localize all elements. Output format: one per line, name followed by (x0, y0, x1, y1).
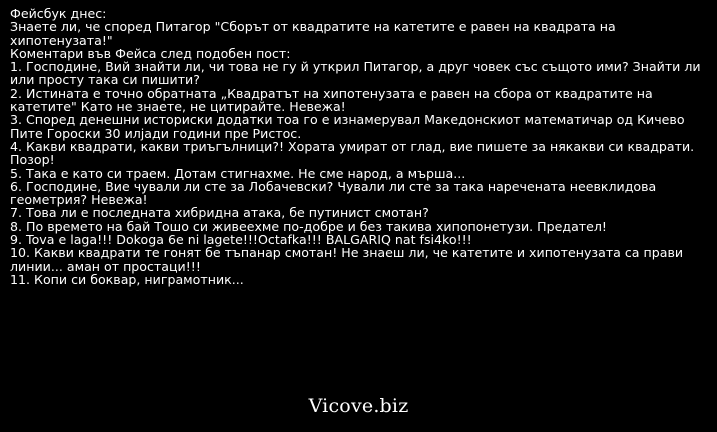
joke-heading: Фейсбук днес: (10, 6, 107, 21)
comment-item: 8. По времето на бай Тошо си живеехме по-добре и без такива хипопонетузи. Предател! (10, 218, 607, 234)
comment-item: 7. Това ли е последната хибридна атака, бе путинист смотан? (10, 205, 429, 221)
site-watermark: Vicove.biz (308, 395, 409, 417)
comments-label: Коментари във Фейса след подобен пост: (10, 45, 291, 61)
comment-item: 11. Копи си боквар, нигрaмотник... (10, 271, 244, 287)
joke-text (10, 7, 710, 286)
comment-item: 4. Какви квадрати, какви триъгълници?! Хората умират от глад, вие пишете за някакви си квадрати. Позор! (10, 138, 695, 168)
joke-intro: Знаете ли, че според Питагор "Сборът от квадратите на катетите е равен на квадрата на хипотенузата!" (10, 19, 616, 48)
comment-item: 1. Господине, Вий знайти ли, чи това не гу й уткрил Питагор, а друг човек със същото ими? Знайти ли или просту така си пишити? (10, 59, 701, 88)
comment-item: 2. Истината е точно обратната „Квадратът на хипотенузата е равен на сбора от квадратите на катетите" Като не знаете, не цитирайте. Невежа! (10, 85, 653, 115)
comment-item: 6. Господине, Вие чували ли сте за Лобачевски? Чували ли сте за така наречената неевклидова геометрия? Невежа! (10, 178, 657, 208)
comment-item: 9. Tova e laga!!! Dokoga 6e ni lagete!!!Octafka!!! BALGARIQ nat fsi4ko!!! (10, 232, 472, 248)
comment-item: 5. Така е като си траем. Дотам стигнахме. Не сме народ, а мърша... (10, 165, 466, 181)
comment-item: 3. Според денешни историски додатки тоа го е изнамерувал Македонскиот математичар од Кичево Пите Гороски 30 илјади години пре Ристос. (10, 112, 685, 141)
comment-item: 10. Какви квадрати те гонят бе тъпанар смотан! Не знаеш ли, че катетите и хипотенузата са прави линии... аман от простаци!!! (10, 245, 684, 274)
